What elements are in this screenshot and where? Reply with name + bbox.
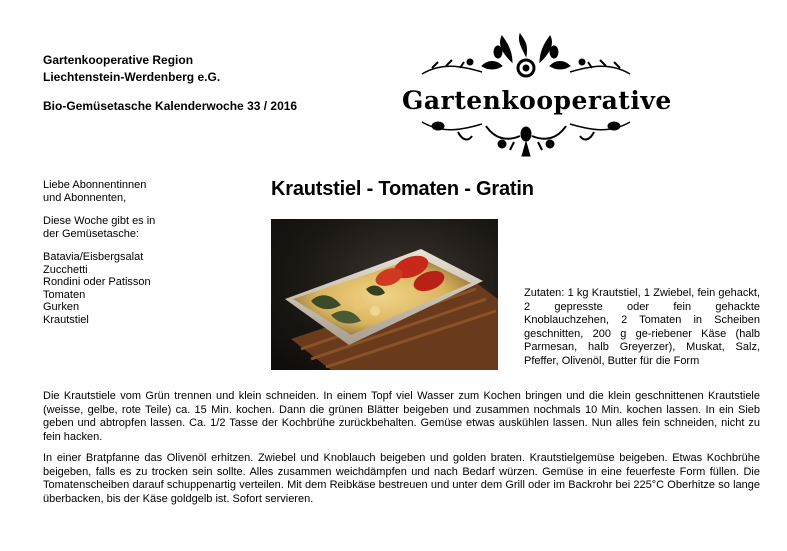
gratin-dish-image — [271, 219, 498, 370]
vegetable-item: Krautstiel — [43, 313, 89, 326]
sidebar-intro — [43, 179, 183, 326]
organization-name — [43, 52, 220, 86]
vegetable-list — [43, 251, 183, 326]
gartenkooperative-logo — [402, 22, 672, 160]
intro-text: Diese Woche gibt es in der Gemüsetasche: — [43, 215, 156, 240]
recipe-step: Die Krautstiele vom Grün trennen und klein schneiden. In einem Topf viel Wasser zum Kochen bringen und die klein geschnittenen Krautstiele (weisse, gelbe, rote Teile) ca. 15 Min. kochen. Dann die grünen Blätter beigeben und zusammen nochmals 10 Min. kochen lassen. In ein Sieb geben und abtropfen lassen. Ca. 1/2 Tasse der Kochbrühe zurückbehalten. Gemüse etwas auskühlen lassen. Nun alles fein schneiden, nicht zu fein hacken. — [43, 390, 760, 443]
ingredients-text: Zutaten: 1 kg Krautstiel, 1 Zwiebel, fein gehackt, 2 gepresste oder fein gehackte Knoblauchzehen, 2 Tomaten in Scheiben geschnitten, 200 g ge-riebener Käse (halb Parmesan, halb Greyerzer), Muskat, Salz, Pfeffer, Olivenöl, Butter für die Form — [524, 287, 760, 367]
greeting-text: Liebe Abonnentinnen und Abonnenten, — [43, 179, 147, 204]
recipe-step: In einer Bratpfanne das Olivenöl erhitzen. Zwiebel und Knoblauch beigeben und golden braten. Krautstielgemüse beigeben. Etwas Kochbrühe beigeben, falls es zu trocken sein sollte. Alles zusammen weichdämpfen und nach Bedarf würzen. Gemüse in eine feuerfeste Form füllen. Die Tomatenscheiben darauf schuppenartig verteilen. Mit dem Reibkäse bestreuen und unter dem Grill oder im Backrohr bei 225°C Oberhitze so lange überbacken, bis der Käse goldgelb ist. Sofort servieren. — [43, 452, 760, 505]
logo-text: Gartenkooperative — [402, 86, 672, 115]
vegetable-item: Tomaten — [43, 288, 86, 301]
vegetable-item: Zucchetti — [43, 263, 88, 276]
recipe-steps — [43, 390, 760, 514]
calendar-week-heading: Bio-Gemüsetasche Kalenderwoche 33 / 2016 — [43, 99, 298, 113]
org-line-2: Liechtenstein-Werdenberg e.G. — [43, 70, 221, 84]
vegetable-item: Rondini oder Patisson — [43, 276, 151, 288]
vegetable-item: Batavia/Eisbergsalat — [43, 251, 144, 263]
org-line-1: Gartenkooperative Region — [43, 53, 194, 67]
gratin-photo — [271, 219, 498, 370]
recipe-title: Krautstiel - Tomaten - Gratin — [271, 178, 534, 200]
vegetable-item: Gurken — [43, 301, 80, 313]
